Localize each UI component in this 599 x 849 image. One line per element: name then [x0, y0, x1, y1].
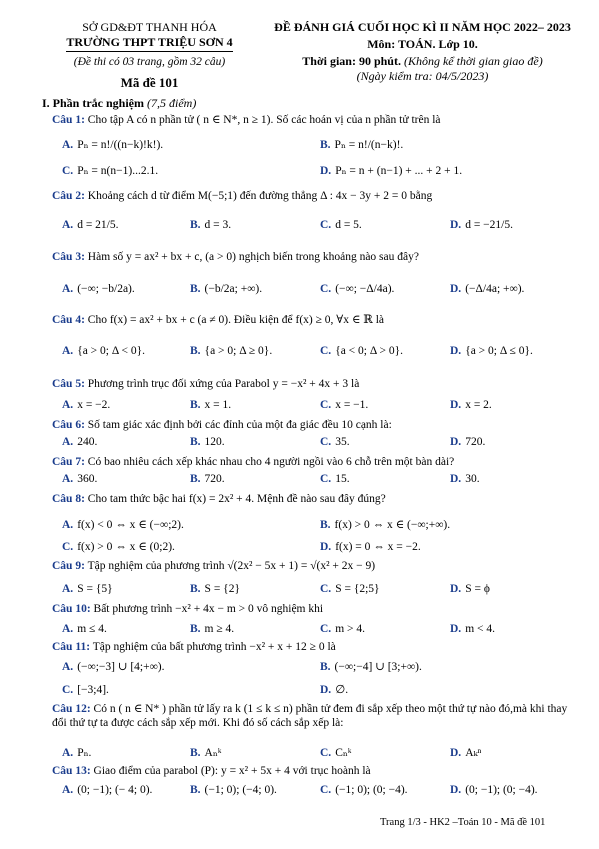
option-text: [−3;4].	[77, 684, 109, 696]
option-text: 35.	[335, 436, 350, 448]
question-9	[52, 559, 572, 573]
subject: Môn: TOÁN. Lớp 10.	[367, 37, 478, 51]
option-key: C.	[62, 684, 74, 696]
option-key: D.	[320, 684, 332, 696]
option-key: B.	[190, 345, 201, 357]
option-key: B.	[320, 139, 331, 151]
question-label: Câu 12:	[52, 703, 91, 715]
option-text: S = {2;5}	[335, 583, 380, 595]
question-text: Khoảng cách d từ điểm M(−5;1) đến đường thẳng Δ : 4x − 3y + 2 = 0 bằng	[87, 190, 433, 202]
department-name: SỞ GD&ĐT THANH HÓA	[82, 20, 217, 34]
option-key: D.	[450, 345, 462, 357]
question-6-option-a[interactable]	[62, 435, 97, 449]
question-6	[52, 418, 572, 432]
option-key: C.	[320, 283, 332, 295]
exam-date: (Ngày kiểm tra: 04/5/2023)	[356, 69, 489, 83]
question-2-option-a[interactable]	[62, 218, 119, 232]
option-key: C.	[320, 623, 332, 635]
question-1-option-a[interactable]	[62, 138, 163, 152]
option-key: D.	[450, 436, 462, 448]
question-8-option-d[interactable]	[320, 540, 421, 554]
option-text: d = −21/5.	[465, 219, 513, 231]
time-label: Thời gian: 90 phút.	[302, 54, 401, 68]
question-2-option-b[interactable]	[190, 218, 231, 232]
option-key: C.	[320, 219, 332, 231]
question-text: Cho tập A có n phần tử ( n ∈ N*, n ≥ 1). Số các hoán vị của n phần tử trên là	[87, 114, 441, 126]
exam-code: Mã đề 101	[120, 75, 179, 91]
question-13	[52, 764, 572, 778]
option-key: A.	[62, 473, 74, 485]
option-key: D.	[450, 583, 462, 595]
question-8-option-a[interactable]	[62, 518, 184, 532]
question-text: Tập nghiệm của bất phương trình −x² + x + 12 ≥ 0 là	[92, 641, 336, 653]
option-key: C.	[62, 165, 74, 177]
option-key: D.	[320, 541, 332, 553]
option-text: 15.	[335, 473, 350, 485]
option-text: Pₙ = n(n−1)...2.1.	[77, 165, 159, 177]
question-label: Câu 4:	[52, 314, 85, 326]
option-text: S = {5}	[77, 583, 113, 595]
question-1-option-c[interactable]	[62, 164, 158, 178]
option-text: d = 5.	[335, 219, 362, 231]
option-key: B.	[190, 283, 201, 295]
option-text: ∅.	[335, 684, 349, 696]
question-3-option-c[interactable]	[320, 282, 394, 296]
question-text: Phương trình trục đối xứng của Parabol y = −x² + 4x + 3 là	[87, 378, 360, 390]
option-text: 240.	[77, 436, 98, 448]
header-right	[270, 20, 575, 84]
question-4-option-c[interactable]	[320, 344, 403, 358]
option-text: 720.	[204, 473, 225, 485]
option-text: S = {2}	[204, 583, 240, 595]
question-7	[52, 455, 572, 469]
option-key: A.	[62, 219, 74, 231]
option-key: C.	[320, 345, 332, 357]
question-label: Câu 2:	[52, 190, 85, 202]
question-7-option-a[interactable]	[62, 472, 97, 486]
option-text: (−Δ/4a; +∞).	[465, 283, 525, 295]
question-9-option-d[interactable]	[450, 582, 490, 596]
option-key: D.	[320, 165, 332, 177]
question-11-option-d[interactable]	[320, 683, 348, 697]
option-text: 120.	[204, 436, 225, 448]
option-text: 360.	[77, 473, 98, 485]
question-3-option-a[interactable]	[62, 282, 135, 296]
question-text: Tập nghiệm của phương trình √(2x² − 5x + 1) = √(x² + 2x − 9)	[87, 560, 376, 572]
option-text: (−1; 0); (−4; 0).	[204, 784, 277, 796]
question-11	[52, 640, 572, 654]
question-text: Số tam giác xác định bởi các đỉnh của một đa giác đều 10 cạnh là:	[87, 419, 392, 431]
option-key: C.	[320, 436, 332, 448]
option-key: D.	[450, 747, 462, 759]
time-note: (Không kể thời gian giao đề)	[403, 54, 543, 68]
question-label: Câu 13:	[52, 765, 91, 777]
question-13-option-c[interactable]	[320, 783, 408, 797]
option-text: f(x) < 0 ⇔ x ∈ (−∞;2).	[77, 519, 184, 531]
question-11-option-a[interactable]	[62, 660, 165, 674]
option-key: B.	[190, 436, 201, 448]
question-1-option-b[interactable]	[320, 138, 403, 152]
question-label: Câu 6:	[52, 419, 85, 431]
question-1-option-d[interactable]	[320, 164, 462, 178]
question-text: Bất phương trình −x² + 4x − m > 0 vô nghiệm khi	[93, 603, 324, 615]
question-8-option-b[interactable]	[320, 518, 450, 532]
option-key: A.	[62, 661, 74, 673]
question-label: Câu 9:	[52, 560, 85, 572]
option-key: A.	[62, 623, 74, 635]
option-text: x = 2.	[465, 399, 492, 411]
option-key: D.	[450, 784, 462, 796]
option-key: A.	[62, 283, 74, 295]
option-key: B.	[190, 219, 201, 231]
option-key: C.	[320, 583, 332, 595]
question-3	[52, 250, 572, 264]
option-text: m ≤ 4.	[77, 623, 107, 635]
question-label: Câu 8:	[52, 493, 85, 505]
option-text: Pₙ = n!/(n−k)!.	[334, 139, 404, 151]
option-text: m < 4.	[465, 623, 495, 635]
option-text: {a > 0; Δ ≥ 0}.	[204, 345, 273, 357]
question-label: Câu 5:	[52, 378, 85, 390]
option-key: A.	[62, 784, 74, 796]
option-text: x = −1.	[335, 399, 369, 411]
option-key: D.	[450, 219, 462, 231]
question-2-option-c[interactable]	[320, 218, 362, 232]
option-text: 30.	[465, 473, 480, 485]
option-key: D.	[450, 623, 462, 635]
option-key: A.	[62, 139, 74, 151]
option-text: Pₙ = n!/((n−k)!k!).	[77, 139, 164, 151]
section-title: I. Phần trắc nghiệm (7,5 điểm)	[42, 96, 197, 110]
question-label: Câu 11:	[52, 641, 91, 653]
option-key: C.	[320, 399, 332, 411]
option-key: A.	[62, 436, 74, 448]
exam-title: ĐỀ ĐÁNH GIÁ CUỐI HỌC KÌ II NĂM HỌC 2022– 2023	[274, 20, 571, 34]
question-12-option-d[interactable]	[450, 746, 481, 760]
question-12-option-b[interactable]	[190, 746, 221, 760]
question-3-option-b[interactable]	[190, 282, 262, 296]
option-text: x = 1.	[204, 399, 232, 411]
question-text: Cho tam thức bậc hai f(x) = 2x² + 4. Mệnh đề nào sau đây đúng?	[87, 493, 386, 505]
option-text: x = −2.	[77, 399, 111, 411]
question-12-option-c[interactable]	[320, 746, 351, 760]
question-13-option-b[interactable]	[190, 783, 277, 797]
option-key: A.	[62, 519, 74, 531]
question-text: Cho f(x) = ax² + bx + c (a ≠ 0). Điều kiện để f(x) ≥ 0, ∀x ∈ ℝ là	[87, 314, 384, 326]
question-2	[52, 189, 572, 203]
question-7-option-c[interactable]	[320, 472, 350, 486]
option-text: (−∞; −b/2a).	[77, 283, 135, 295]
option-text: (−b/2a; +∞).	[204, 283, 263, 295]
option-text: d = 3.	[204, 219, 232, 231]
option-text: S = ϕ	[465, 583, 490, 595]
question-12	[52, 702, 572, 731]
question-10-option-b[interactable]	[190, 622, 234, 636]
option-text: m > 4.	[335, 623, 365, 635]
question-text: Giao điểm của parabol (P): y = x² + 5x + 4 với trục hoành là	[93, 765, 371, 777]
question-5	[52, 377, 572, 391]
option-text: Aₖⁿ	[465, 747, 482, 759]
question-9-option-c[interactable]	[320, 582, 380, 596]
question-label: Câu 1:	[52, 114, 85, 126]
option-text: Cₙᵏ	[335, 747, 352, 759]
option-key: D.	[450, 399, 462, 411]
question-10	[52, 602, 572, 616]
question-label: Câu 3:	[52, 251, 85, 263]
option-key: C.	[320, 747, 332, 759]
option-text: m ≥ 4.	[204, 623, 235, 635]
option-key: B.	[190, 399, 201, 411]
question-8	[52, 492, 572, 506]
option-key: B.	[320, 519, 331, 531]
option-key: A.	[62, 747, 74, 759]
question-4-option-b[interactable]	[190, 344, 272, 358]
option-text: (0; −1); (0; −4).	[465, 784, 538, 796]
question-text: Có n ( n ∈ N* ) phần tử lấy ra k (1 ≤ k ≤ n) phần tử đem đi sắp xếp theo một thứ tự nào đó,mà khi thay đổi thứ tự ta được cách sắp xếp mới. Khi đó số cách sắp xếp là:	[52, 703, 568, 730]
page-footer: Trang 1/3 - HK2 –Toán 10 - Mã đề 101	[380, 817, 546, 828]
question-6-option-b[interactable]	[190, 435, 225, 449]
option-text: {a > 0; Δ ≤ 0}.	[465, 345, 533, 357]
question-7-option-b[interactable]	[190, 472, 225, 486]
question-5-option-a[interactable]	[62, 398, 110, 412]
question-5-option-c[interactable]	[320, 398, 368, 412]
question-5-option-d[interactable]	[450, 398, 492, 412]
option-text: (−∞;−4] ∪ [3;+∞).	[334, 661, 422, 673]
question-label: Câu 10:	[52, 603, 91, 615]
time-line	[270, 54, 575, 69]
question-13-option-d[interactable]	[450, 783, 538, 797]
option-key: D.	[450, 283, 462, 295]
option-text: (−∞;−3] ∪ [4;+∞).	[77, 661, 165, 673]
option-key: C.	[320, 473, 332, 485]
option-key: C.	[62, 541, 74, 553]
option-key: B.	[320, 661, 331, 673]
option-text: {a < 0; Δ > 0}.	[335, 345, 404, 357]
header-left	[42, 20, 257, 92]
option-key: B.	[190, 623, 201, 635]
option-text: f(x) > 0 ⇔ x ∈ (0;2).	[77, 541, 175, 553]
option-text: (0; −1); (− 4; 0).	[77, 784, 153, 796]
question-4-option-a[interactable]	[62, 344, 145, 358]
question-text: Hàm số y = ax² + bx + c, (a > 0) nghịch biến trong khoảng nào sau đây?	[87, 251, 419, 263]
school-name: TRƯỜNG THPT TRIỆU SƠN 4	[66, 35, 232, 52]
question-8-option-c[interactable]	[62, 540, 175, 554]
option-text: f(x) > 0 ⇔ x ∈ (−∞;+∞).	[334, 519, 451, 531]
option-text: (−1; 0); (0; −4).	[335, 784, 408, 796]
option-key: B.	[190, 784, 201, 796]
question-7-option-d[interactable]	[450, 472, 480, 486]
question-10-option-d[interactable]	[450, 622, 495, 636]
pages-note: (Đề thi có 03 trang, gồm 32 câu)	[73, 56, 226, 68]
option-key: A.	[62, 583, 74, 595]
question-3-option-d[interactable]	[450, 282, 524, 296]
option-key: D.	[450, 473, 462, 485]
option-text: f(x) = 0 ⇔ x = −2.	[335, 541, 421, 553]
question-5-option-b[interactable]	[190, 398, 231, 412]
option-text: d = 21/5.	[77, 219, 119, 231]
question-9-option-b[interactable]	[190, 582, 240, 596]
question-1	[52, 113, 572, 127]
question-9-option-a[interactable]	[62, 582, 113, 596]
option-key: B.	[190, 473, 201, 485]
question-4-option-d[interactable]	[450, 344, 533, 358]
option-text: (−∞; −Δ/4a).	[335, 283, 395, 295]
question-10-option-a[interactable]	[62, 622, 107, 636]
question-6-option-d[interactable]	[450, 435, 485, 449]
option-key: C.	[320, 784, 332, 796]
option-text: Pₙ = n + (n−1) + ... + 2 + 1.	[335, 165, 463, 177]
question-6-option-c[interactable]	[320, 435, 350, 449]
option-text: Aₙᵏ	[204, 747, 222, 759]
question-text: Có bao nhiêu cách xếp khác nhau cho 4 người ngồi vào 6 chỗ trên một bàn dài?	[87, 456, 455, 468]
question-4	[52, 313, 572, 327]
option-key: A.	[62, 399, 74, 411]
question-11-option-b[interactable]	[320, 660, 422, 674]
question-label: Câu 7:	[52, 456, 85, 468]
option-text: 720.	[465, 436, 486, 448]
option-key: B.	[190, 747, 201, 759]
question-10-option-c[interactable]	[320, 622, 365, 636]
option-text: {a > 0; Δ < 0}.	[77, 345, 146, 357]
question-12-option-a[interactable]	[62, 746, 91, 760]
question-13-option-a[interactable]	[62, 783, 152, 797]
section-points: (7,5 điểm)	[147, 96, 197, 110]
question-11-option-c[interactable]	[62, 683, 109, 697]
option-key: B.	[190, 583, 201, 595]
option-text: Pₙ.	[77, 747, 92, 759]
option-key: A.	[62, 345, 74, 357]
question-2-option-d[interactable]	[450, 218, 513, 232]
